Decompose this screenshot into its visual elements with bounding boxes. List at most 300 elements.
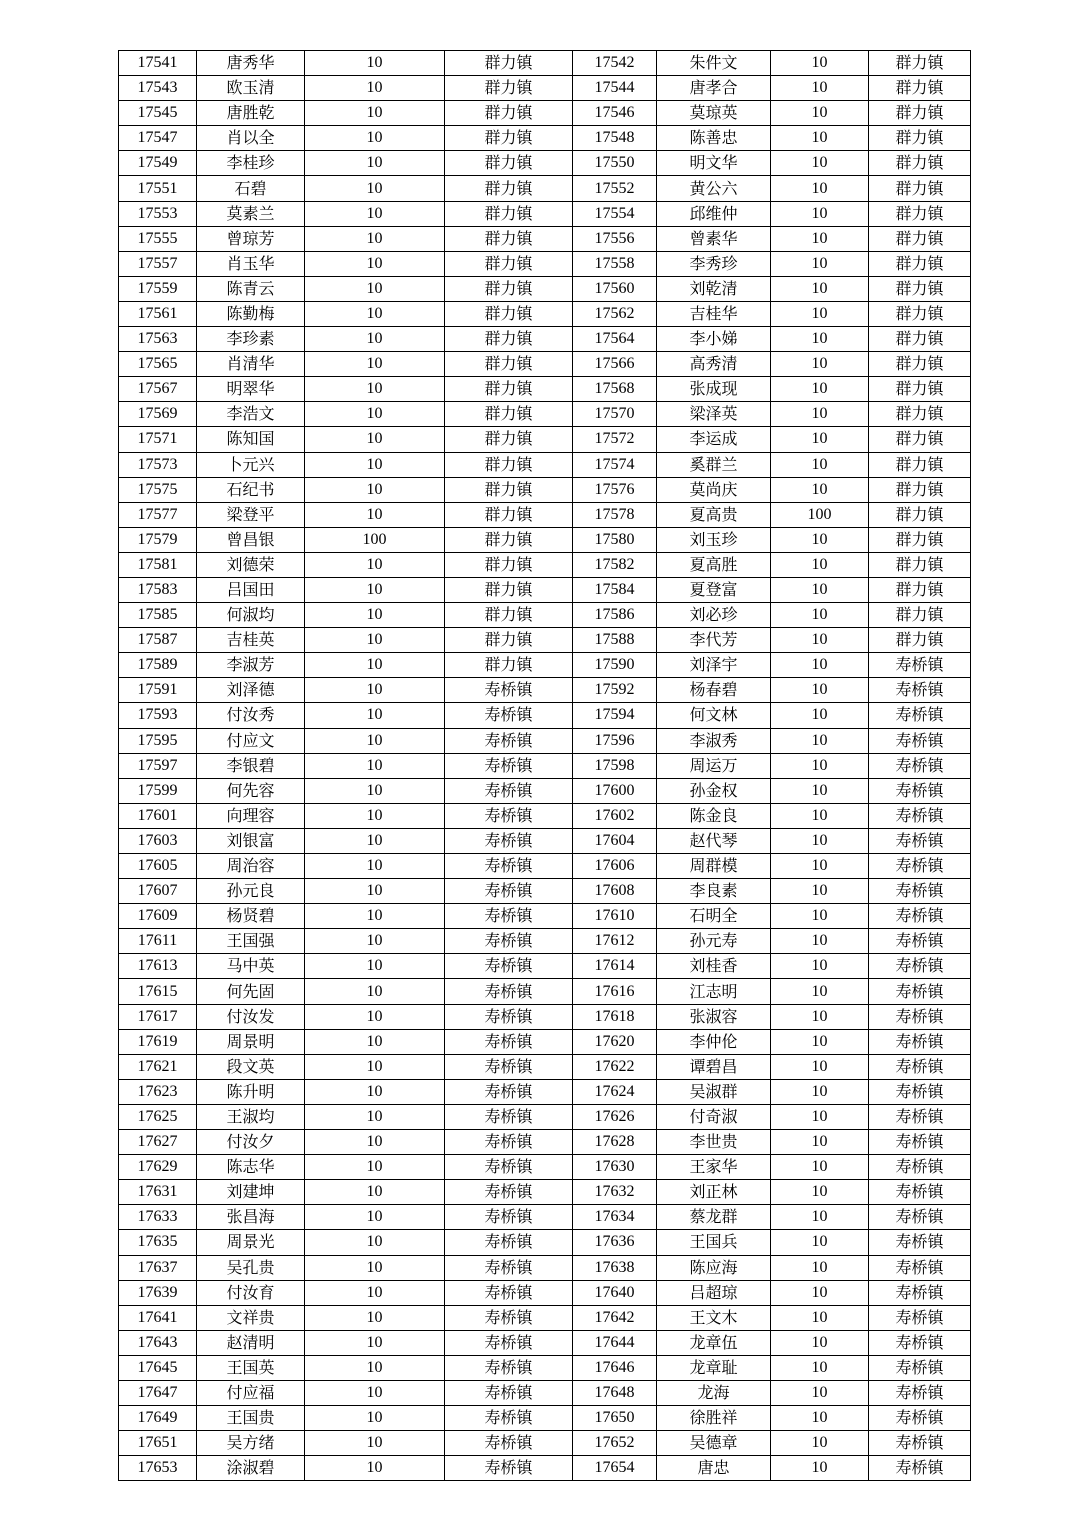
table-row <box>119 879 971 904</box>
amount-cell: 10 <box>771 904 869 929</box>
amount-cell: 10 <box>305 879 445 904</box>
id-cell: 17570 <box>573 402 657 427</box>
id-cell: 17630 <box>573 1155 657 1180</box>
name-cell: 刘德荣 <box>197 552 305 577</box>
town-cell: 群力镇 <box>445 402 573 427</box>
town-cell: 寿桥镇 <box>445 753 573 778</box>
name-cell: 吕超琼 <box>657 1280 771 1305</box>
amount-cell: 10 <box>305 1330 445 1355</box>
amount-cell: 10 <box>305 101 445 126</box>
amount-cell: 10 <box>771 954 869 979</box>
table-row <box>119 803 971 828</box>
amount-cell: 100 <box>771 502 869 527</box>
name-cell: 李浩文 <box>197 402 305 427</box>
amount-cell: 10 <box>771 1456 869 1481</box>
town-cell: 群力镇 <box>869 402 971 427</box>
name-cell: 肖以全 <box>197 126 305 151</box>
amount-cell: 10 <box>771 1280 869 1305</box>
name-cell: 王国贵 <box>197 1406 305 1431</box>
id-cell: 17542 <box>573 51 657 76</box>
amount-cell: 10 <box>305 1280 445 1305</box>
name-cell: 何先固 <box>197 979 305 1004</box>
id-cell: 17598 <box>573 753 657 778</box>
town-cell: 寿桥镇 <box>869 1180 971 1205</box>
name-cell: 莫琼英 <box>657 101 771 126</box>
id-cell: 17585 <box>119 603 197 628</box>
amount-cell: 10 <box>771 327 869 352</box>
name-cell: 黄公六 <box>657 176 771 201</box>
amount-cell: 10 <box>305 653 445 678</box>
name-cell: 龙章耻 <box>657 1355 771 1380</box>
id-cell: 17557 <box>119 251 197 276</box>
name-cell: 吉桂华 <box>657 301 771 326</box>
table-row <box>119 151 971 176</box>
amount-cell: 10 <box>771 879 869 904</box>
id-cell: 17550 <box>573 151 657 176</box>
id-cell: 17596 <box>573 728 657 753</box>
name-cell: 李秀珍 <box>657 251 771 276</box>
name-cell: 李桂珍 <box>197 151 305 176</box>
amount-cell: 10 <box>771 1255 869 1280</box>
name-cell: 石明全 <box>657 904 771 929</box>
town-cell: 寿桥镇 <box>869 1205 971 1230</box>
id-cell: 17555 <box>119 226 197 251</box>
id-cell: 17609 <box>119 904 197 929</box>
id-cell: 17576 <box>573 477 657 502</box>
table-row <box>119 1104 971 1129</box>
id-cell: 17590 <box>573 653 657 678</box>
id-cell: 17633 <box>119 1205 197 1230</box>
name-cell: 陈金良 <box>657 803 771 828</box>
name-cell: 梁泽英 <box>657 402 771 427</box>
table-row <box>119 1029 971 1054</box>
name-cell: 龙章伍 <box>657 1330 771 1355</box>
amount-cell: 10 <box>771 753 869 778</box>
name-cell: 吴德章 <box>657 1431 771 1456</box>
amount-cell: 10 <box>771 1130 869 1155</box>
table-row <box>119 703 971 728</box>
table-row <box>119 778 971 803</box>
town-cell: 群力镇 <box>445 151 573 176</box>
table-row <box>119 753 971 778</box>
amount-cell: 10 <box>305 603 445 628</box>
town-cell: 寿桥镇 <box>445 1205 573 1230</box>
id-cell: 17567 <box>119 377 197 402</box>
town-cell: 寿桥镇 <box>869 828 971 853</box>
town-cell: 群力镇 <box>445 427 573 452</box>
id-cell: 17616 <box>573 979 657 1004</box>
name-cell: 陈知国 <box>197 427 305 452</box>
amount-cell: 10 <box>305 126 445 151</box>
name-cell: 刘建坤 <box>197 1180 305 1205</box>
amount-cell: 10 <box>305 753 445 778</box>
name-cell: 江志明 <box>657 979 771 1004</box>
table-row <box>119 1230 971 1255</box>
id-cell: 17597 <box>119 753 197 778</box>
town-cell: 寿桥镇 <box>445 1380 573 1405</box>
amount-cell: 10 <box>771 803 869 828</box>
amount-cell: 10 <box>771 377 869 402</box>
amount-cell: 10 <box>771 477 869 502</box>
table-row <box>119 1054 971 1079</box>
name-cell: 赵代琴 <box>657 828 771 853</box>
amount-cell: 10 <box>771 101 869 126</box>
name-cell: 卜元兴 <box>197 452 305 477</box>
amount-cell: 10 <box>305 1004 445 1029</box>
town-cell: 群力镇 <box>869 628 971 653</box>
id-cell: 17627 <box>119 1130 197 1155</box>
town-cell: 寿桥镇 <box>445 828 573 853</box>
id-cell: 17602 <box>573 803 657 828</box>
amount-cell: 10 <box>305 954 445 979</box>
town-cell: 群力镇 <box>445 552 573 577</box>
town-cell: 寿桥镇 <box>445 1230 573 1255</box>
amount-cell: 10 <box>771 1431 869 1456</box>
amount-cell: 10 <box>305 1180 445 1205</box>
town-cell: 寿桥镇 <box>445 1255 573 1280</box>
id-cell: 17629 <box>119 1155 197 1180</box>
id-cell: 17621 <box>119 1054 197 1079</box>
amount-cell: 10 <box>305 1431 445 1456</box>
id-cell: 17587 <box>119 628 197 653</box>
name-cell: 付应福 <box>197 1380 305 1405</box>
id-cell: 17592 <box>573 678 657 703</box>
town-cell: 寿桥镇 <box>445 1155 573 1180</box>
id-cell: 17651 <box>119 1431 197 1456</box>
name-cell: 陈青云 <box>197 276 305 301</box>
id-cell: 17582 <box>573 552 657 577</box>
town-cell: 寿桥镇 <box>445 728 573 753</box>
town-cell: 寿桥镇 <box>869 1380 971 1405</box>
town-cell: 群力镇 <box>445 502 573 527</box>
table-row <box>119 251 971 276</box>
name-cell: 周治容 <box>197 854 305 879</box>
town-cell: 群力镇 <box>869 327 971 352</box>
town-cell: 寿桥镇 <box>445 904 573 929</box>
table-row <box>119 51 971 76</box>
town-cell: 寿桥镇 <box>869 1406 971 1431</box>
table-row <box>119 176 971 201</box>
id-cell: 17620 <box>573 1029 657 1054</box>
id-cell: 17607 <box>119 879 197 904</box>
table-row <box>119 101 971 126</box>
amount-cell: 100 <box>305 527 445 552</box>
id-cell: 17577 <box>119 502 197 527</box>
id-cell: 17583 <box>119 577 197 602</box>
amount-cell: 10 <box>771 728 869 753</box>
town-cell: 群力镇 <box>445 276 573 301</box>
town-cell: 寿桥镇 <box>445 1079 573 1104</box>
town-cell: 群力镇 <box>445 201 573 226</box>
name-cell: 莫素兰 <box>197 201 305 226</box>
table-row <box>119 1406 971 1431</box>
town-cell: 群力镇 <box>445 377 573 402</box>
id-cell: 17593 <box>119 703 197 728</box>
amount-cell: 10 <box>771 929 869 954</box>
name-cell: 周运万 <box>657 753 771 778</box>
amount-cell: 10 <box>771 527 869 552</box>
name-cell: 石纪书 <box>197 477 305 502</box>
town-cell: 群力镇 <box>869 377 971 402</box>
town-cell: 寿桥镇 <box>869 1355 971 1380</box>
table-row <box>119 1355 971 1380</box>
id-cell: 17638 <box>573 1255 657 1280</box>
name-cell: 刘泽德 <box>197 678 305 703</box>
town-cell: 寿桥镇 <box>869 854 971 879</box>
town-cell: 寿桥镇 <box>869 1330 971 1355</box>
amount-cell: 10 <box>771 1180 869 1205</box>
id-cell: 17575 <box>119 477 197 502</box>
id-cell: 17612 <box>573 929 657 954</box>
name-cell: 王国英 <box>197 1355 305 1380</box>
town-cell: 寿桥镇 <box>445 1029 573 1054</box>
amount-cell: 10 <box>305 1130 445 1155</box>
id-cell: 17631 <box>119 1180 197 1205</box>
name-cell: 刘泽宇 <box>657 653 771 678</box>
town-cell: 寿桥镇 <box>445 1004 573 1029</box>
name-cell: 曾素华 <box>657 226 771 251</box>
id-cell: 17644 <box>573 1330 657 1355</box>
name-cell: 付应文 <box>197 728 305 753</box>
name-cell: 何先容 <box>197 778 305 803</box>
amount-cell: 10 <box>305 176 445 201</box>
id-cell: 17546 <box>573 101 657 126</box>
table-row <box>119 201 971 226</box>
table-row <box>119 377 971 402</box>
amount-cell: 10 <box>305 1054 445 1079</box>
table-row <box>119 1155 971 1180</box>
amount-cell: 10 <box>305 327 445 352</box>
table-row <box>119 603 971 628</box>
town-cell: 寿桥镇 <box>445 854 573 879</box>
name-cell: 刘乾清 <box>657 276 771 301</box>
name-cell: 吕国田 <box>197 577 305 602</box>
town-cell: 寿桥镇 <box>869 1004 971 1029</box>
name-cell: 明翠华 <box>197 377 305 402</box>
table-row <box>119 552 971 577</box>
town-cell: 寿桥镇 <box>869 979 971 1004</box>
table-row <box>119 854 971 879</box>
town-cell: 寿桥镇 <box>445 778 573 803</box>
id-cell: 17586 <box>573 603 657 628</box>
name-cell: 吴方绪 <box>197 1431 305 1456</box>
name-cell: 李银碧 <box>197 753 305 778</box>
amount-cell: 10 <box>771 1205 869 1230</box>
town-cell: 群力镇 <box>445 352 573 377</box>
town-cell: 群力镇 <box>869 603 971 628</box>
name-cell: 夏高胜 <box>657 552 771 577</box>
name-cell: 陈应海 <box>657 1255 771 1280</box>
id-cell: 17637 <box>119 1255 197 1280</box>
amount-cell: 10 <box>771 452 869 477</box>
table-row <box>119 527 971 552</box>
table-row <box>119 1180 971 1205</box>
town-cell: 寿桥镇 <box>869 1054 971 1079</box>
table-row <box>119 477 971 502</box>
id-cell: 17551 <box>119 176 197 201</box>
name-cell: 刘必珍 <box>657 603 771 628</box>
table-row <box>119 929 971 954</box>
id-cell: 17545 <box>119 101 197 126</box>
name-cell: 王家华 <box>657 1155 771 1180</box>
town-cell: 寿桥镇 <box>869 1230 971 1255</box>
id-cell: 17572 <box>573 427 657 452</box>
id-cell: 17634 <box>573 1205 657 1230</box>
amount-cell: 10 <box>305 577 445 602</box>
amount-cell: 10 <box>771 1079 869 1104</box>
id-cell: 17610 <box>573 904 657 929</box>
amount-cell: 10 <box>305 628 445 653</box>
id-cell: 17641 <box>119 1305 197 1330</box>
town-cell: 群力镇 <box>445 477 573 502</box>
amount-cell: 10 <box>771 778 869 803</box>
id-cell: 17589 <box>119 653 197 678</box>
town-cell: 寿桥镇 <box>445 1431 573 1456</box>
id-cell: 17547 <box>119 126 197 151</box>
table-row <box>119 904 971 929</box>
id-cell: 17548 <box>573 126 657 151</box>
amount-cell: 10 <box>771 703 869 728</box>
town-cell: 寿桥镇 <box>869 1079 971 1104</box>
id-cell: 17599 <box>119 778 197 803</box>
name-cell: 张成现 <box>657 377 771 402</box>
name-cell: 刘正林 <box>657 1180 771 1205</box>
town-cell: 寿桥镇 <box>869 653 971 678</box>
amount-cell: 10 <box>771 653 869 678</box>
town-cell: 群力镇 <box>869 552 971 577</box>
amount-cell: 10 <box>305 1355 445 1380</box>
town-cell: 群力镇 <box>869 226 971 251</box>
town-cell: 群力镇 <box>445 251 573 276</box>
table-row <box>119 502 971 527</box>
name-cell: 李仲伦 <box>657 1029 771 1054</box>
town-cell: 群力镇 <box>445 577 573 602</box>
town-cell: 寿桥镇 <box>869 954 971 979</box>
amount-cell: 10 <box>771 1406 869 1431</box>
amount-cell: 10 <box>771 151 869 176</box>
name-cell: 陈升明 <box>197 1079 305 1104</box>
table-row <box>119 628 971 653</box>
table-row <box>119 1004 971 1029</box>
town-cell: 群力镇 <box>869 251 971 276</box>
amount-cell: 10 <box>771 201 869 226</box>
name-cell: 孙元良 <box>197 879 305 904</box>
id-cell: 17640 <box>573 1280 657 1305</box>
town-cell: 寿桥镇 <box>869 1280 971 1305</box>
name-cell: 王国强 <box>197 929 305 954</box>
town-cell: 群力镇 <box>445 327 573 352</box>
amount-cell: 10 <box>771 1230 869 1255</box>
name-cell: 杨春碧 <box>657 678 771 703</box>
id-cell: 17608 <box>573 879 657 904</box>
amount-cell: 10 <box>305 477 445 502</box>
town-cell: 寿桥镇 <box>869 753 971 778</box>
town-cell: 寿桥镇 <box>869 1104 971 1129</box>
town-cell: 群力镇 <box>869 176 971 201</box>
town-cell: 寿桥镇 <box>869 1305 971 1330</box>
amount-cell: 10 <box>305 502 445 527</box>
name-cell: 夏登富 <box>657 577 771 602</box>
id-cell: 17603 <box>119 828 197 853</box>
id-cell: 17559 <box>119 276 197 301</box>
amount-cell: 10 <box>305 377 445 402</box>
town-cell: 寿桥镇 <box>869 879 971 904</box>
id-cell: 17591 <box>119 678 197 703</box>
amount-cell: 10 <box>771 1305 869 1330</box>
name-cell: 张淑容 <box>657 1004 771 1029</box>
town-cell: 寿桥镇 <box>445 1130 573 1155</box>
amount-cell: 10 <box>771 828 869 853</box>
table-row <box>119 1380 971 1405</box>
table-row <box>119 1330 971 1355</box>
name-cell: 李淑秀 <box>657 728 771 753</box>
id-cell: 17554 <box>573 201 657 226</box>
id-cell: 17568 <box>573 377 657 402</box>
amount-cell: 10 <box>305 1305 445 1330</box>
name-cell: 梁登平 <box>197 502 305 527</box>
amount-cell: 10 <box>771 352 869 377</box>
name-cell: 刘玉珍 <box>657 527 771 552</box>
amount-cell: 10 <box>771 76 869 101</box>
town-cell: 群力镇 <box>869 76 971 101</box>
table-row <box>119 728 971 753</box>
amount-cell: 10 <box>771 1054 869 1079</box>
id-cell: 17650 <box>573 1406 657 1431</box>
id-cell: 17561 <box>119 301 197 326</box>
amount-cell: 10 <box>305 1230 445 1255</box>
town-cell: 寿桥镇 <box>869 678 971 703</box>
id-cell: 17653 <box>119 1456 197 1481</box>
table-row <box>119 126 971 151</box>
town-cell: 寿桥镇 <box>445 979 573 1004</box>
amount-cell: 10 <box>771 276 869 301</box>
id-cell: 17605 <box>119 854 197 879</box>
town-cell: 寿桥镇 <box>869 703 971 728</box>
town-cell: 群力镇 <box>445 51 573 76</box>
town-cell: 群力镇 <box>445 226 573 251</box>
name-cell: 肖玉华 <box>197 251 305 276</box>
id-cell: 17611 <box>119 929 197 954</box>
id-cell: 17625 <box>119 1104 197 1129</box>
town-cell: 群力镇 <box>445 603 573 628</box>
table-row <box>119 352 971 377</box>
amount-cell: 10 <box>305 1456 445 1481</box>
table-row <box>119 1305 971 1330</box>
amount-cell: 10 <box>305 703 445 728</box>
id-cell: 17556 <box>573 226 657 251</box>
name-cell: 徐胜祥 <box>657 1406 771 1431</box>
name-cell: 李珍素 <box>197 327 305 352</box>
id-cell: 17594 <box>573 703 657 728</box>
town-cell: 寿桥镇 <box>869 1155 971 1180</box>
name-cell: 曾琼芳 <box>197 226 305 251</box>
name-cell: 吴孔贵 <box>197 1255 305 1280</box>
town-cell: 群力镇 <box>445 527 573 552</box>
name-cell: 王国兵 <box>657 1230 771 1255</box>
name-cell: 付汝育 <box>197 1280 305 1305</box>
town-cell: 寿桥镇 <box>445 678 573 703</box>
name-cell: 刘银富 <box>197 828 305 853</box>
id-cell: 17553 <box>119 201 197 226</box>
town-cell: 寿桥镇 <box>445 1330 573 1355</box>
amount-cell: 10 <box>305 1029 445 1054</box>
amount-cell: 10 <box>305 1380 445 1405</box>
name-cell: 石碧 <box>197 176 305 201</box>
name-cell: 张昌海 <box>197 1205 305 1230</box>
id-cell: 17635 <box>119 1230 197 1255</box>
town-cell: 群力镇 <box>445 176 573 201</box>
amount-cell: 10 <box>771 1029 869 1054</box>
